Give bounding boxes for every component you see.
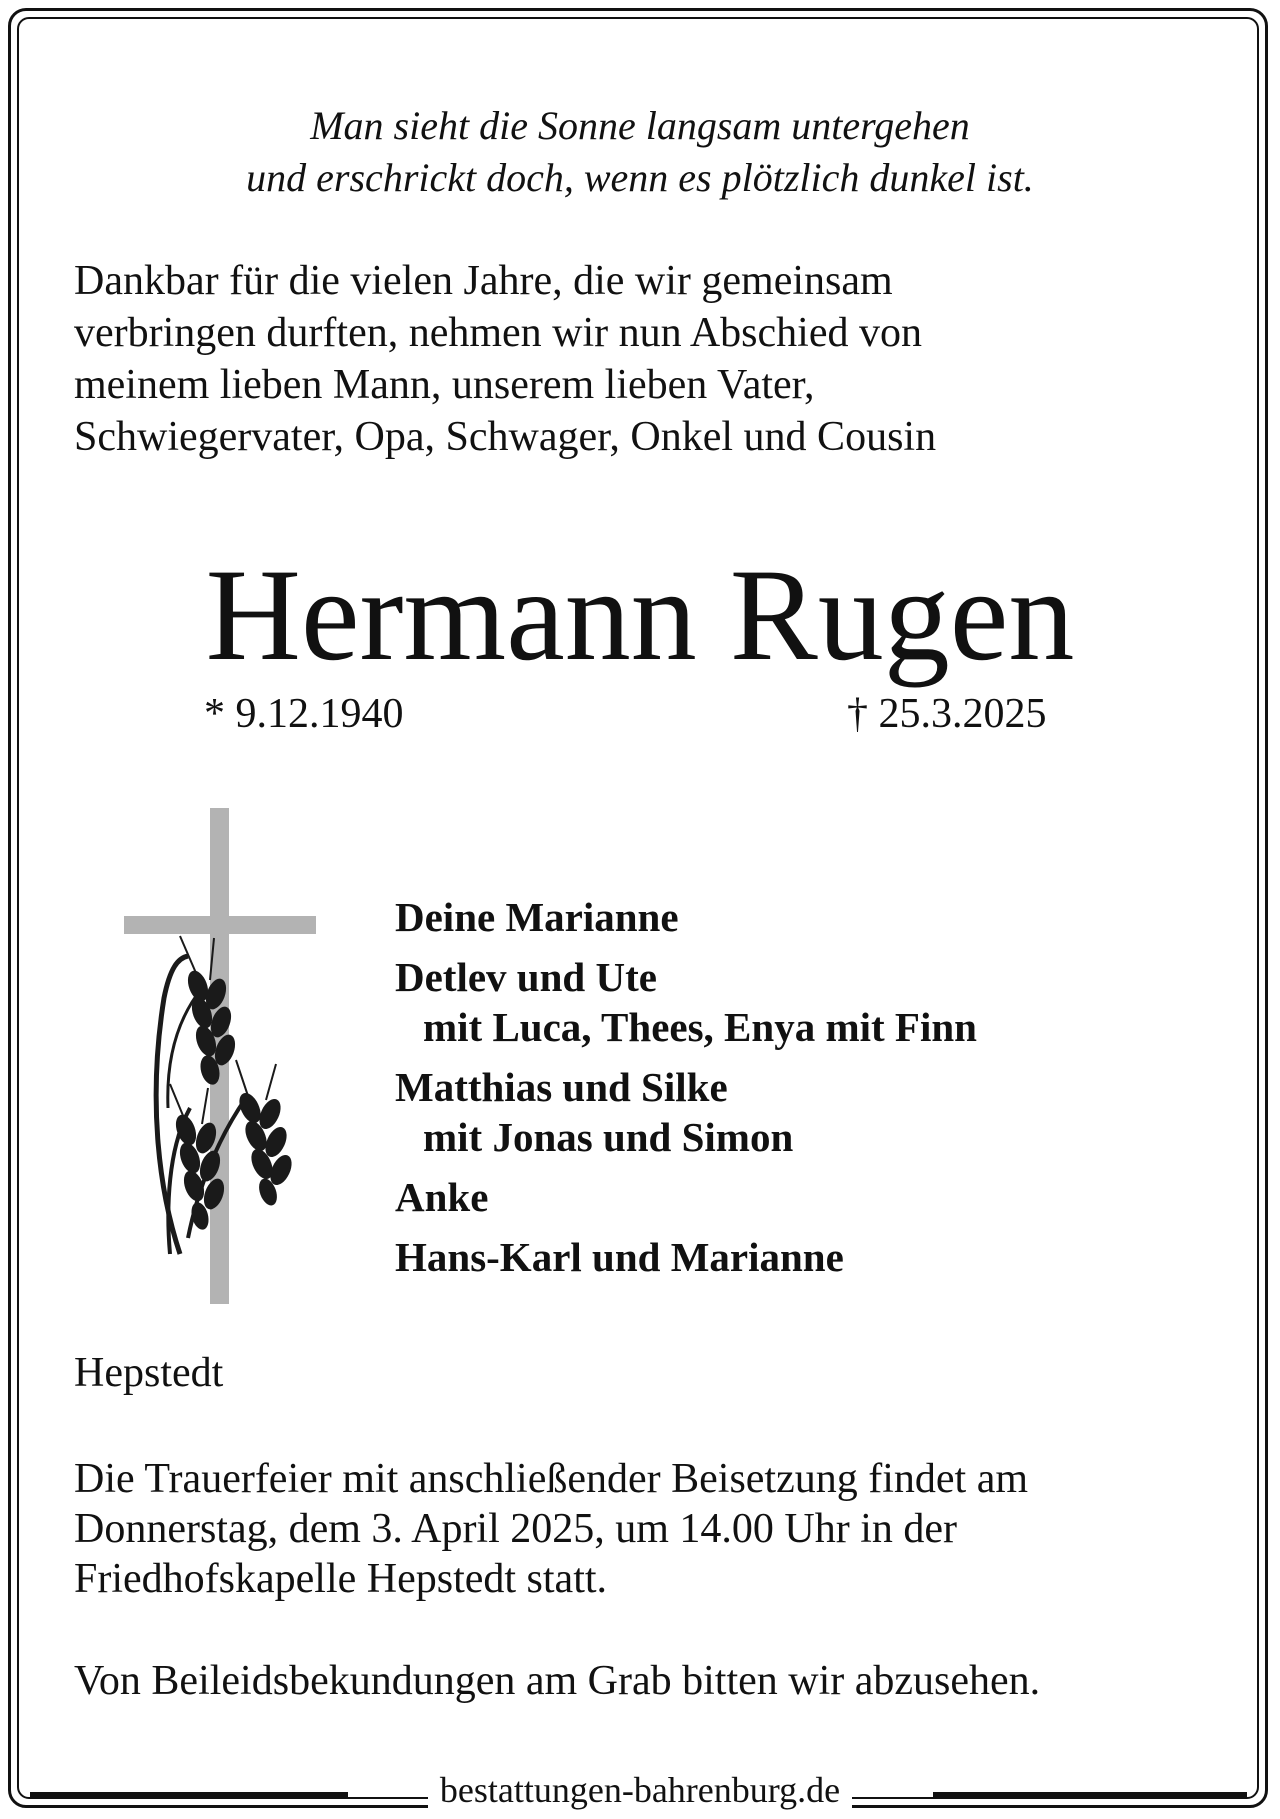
family-line: Anke [395, 1174, 489, 1220]
intro-line-4: Schwiegervater, Opa, Schwager, Onkel und Cousin [74, 414, 937, 460]
intro-line-3: meinem lieben Mann, unserem lieben Vater, [74, 362, 815, 408]
cross-with-wheat-icon [118, 808, 328, 1304]
service-line-2: Donnerstag, dem 3. April 2025, um 14.00 Uhr in der [74, 1506, 958, 1552]
intro-line-2: verbringen durften, nehmen wir nun Abschied von [74, 310, 922, 356]
quote-line-2: und erschrickt doch, wenn es plötzlich dunkel ist. [246, 155, 1034, 200]
opening-quote [0, 100, 1280, 204]
death-date: † 25.3.2025 [847, 691, 1047, 737]
quote-line-1: Man sieht die Sonne langsam untergehen [310, 103, 970, 148]
footer-website-text: bestattungen-bahrenburg.de [428, 1770, 852, 1810]
service-text [74, 1454, 1028, 1604]
family-list [395, 892, 977, 1282]
family-line: Detlev und Ute [395, 954, 657, 1000]
place-name: Hepstedt [74, 1350, 224, 1396]
intro-line-1: Dankbar für die vielen Jahre, die wir gemeinsam [74, 258, 893, 304]
deceased-name: Hermann Rugen [205, 541, 1075, 688]
family-line: Deine Marianne [395, 894, 679, 940]
birth-date: * 9.12.1940 [204, 691, 404, 737]
intro-text [74, 255, 936, 463]
family-line: mit Jonas und Simon [423, 1114, 794, 1160]
family-line: Hans-Karl und Marianne [395, 1234, 844, 1280]
service-line-1: Die Trauerfeier mit anschließender Beisetzung findet am [74, 1456, 1029, 1502]
closing-note: Von Beileidsbekundungen am Grab bitten wir abzusehen. [74, 1658, 1041, 1704]
footer-website [0, 1767, 1280, 1813]
service-line-3: Friedhofskapelle Hepstedt statt. [74, 1556, 608, 1602]
family-line: mit Luca, Thees, Enya mit Finn [423, 1004, 977, 1050]
family-line: Matthias und Silke [395, 1064, 728, 1110]
